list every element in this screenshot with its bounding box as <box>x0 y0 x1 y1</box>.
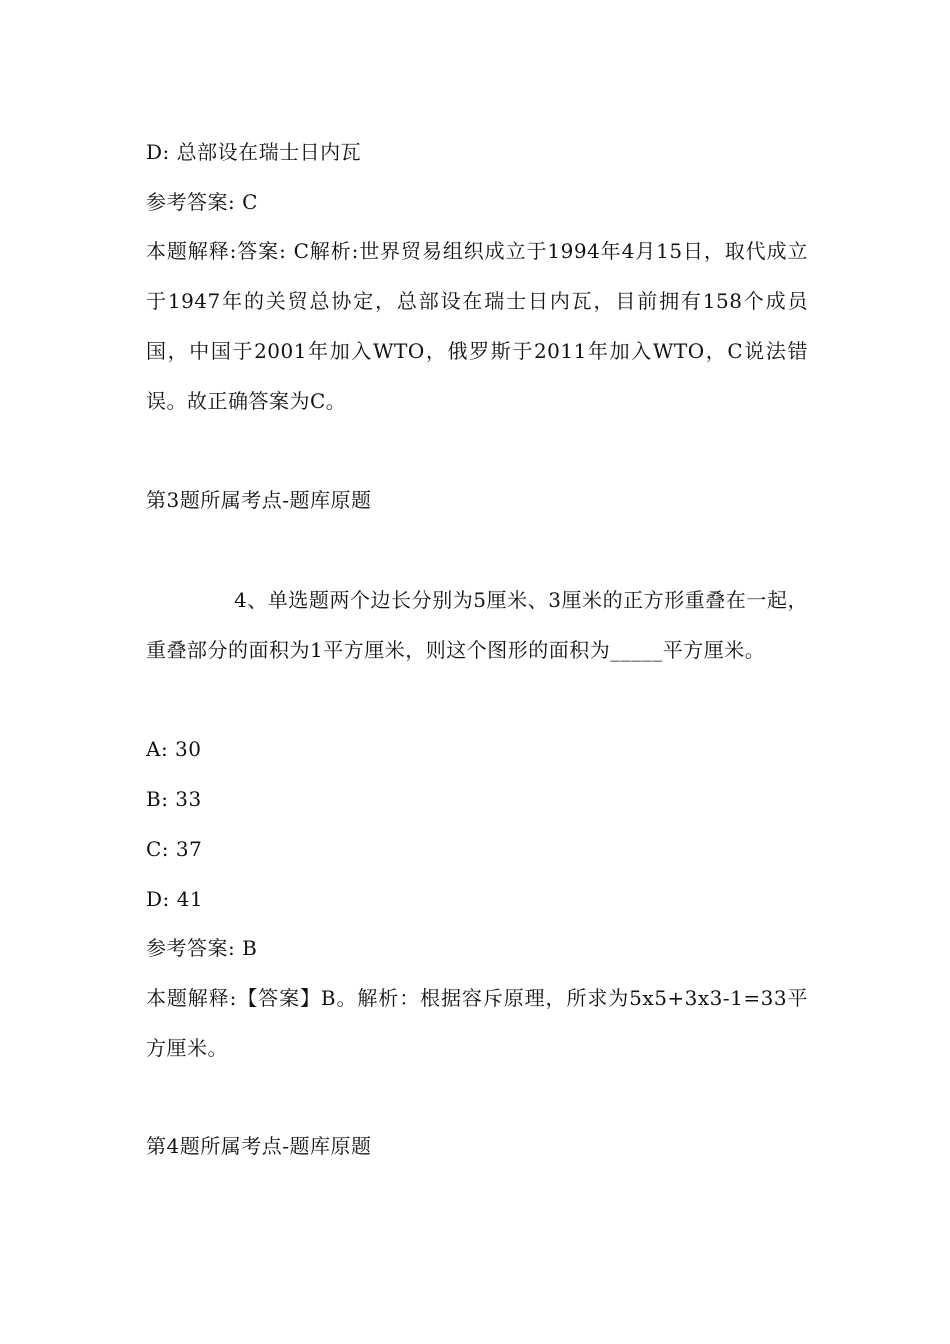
q4-option-c: C: 37 <box>146 837 203 861</box>
q4-option-d: D: 41 <box>146 887 204 911</box>
q2-explanation: 本题解释:答案: C解析:世界贸易组织成立于1994年4月15日，取代成立于1947年的关贸总协定，总部设在瑞士日内瓦，目前拥有158个成员国，中国于2001年加入WTO，俄罗斯于2011年加入WTO，C说法错误。故正确答案为C。 <box>146 239 808 413</box>
q4-stem: 4、单选题两个边长分别为5厘米、3厘米的正方形重叠在一起，重叠部分的面积为1平方厘米，则这个图形的面积为_____平方厘米。 <box>146 588 808 662</box>
q2-answer: 参考答案: C <box>146 190 258 214</box>
q4-answer: 参考答案: B <box>146 936 258 960</box>
q4-source: 第4题所属考点-题库原题 <box>146 1134 372 1158</box>
q4-option-b: B: 33 <box>146 787 202 811</box>
q2-option-d: D: 总部设在瑞士日内瓦 <box>146 140 362 164</box>
q4-explanation: 本题解释:【答案】B。解析：根据容斥原理，所求为5x5+3x3-1=33平方厘米。 <box>146 986 808 1060</box>
q4-option-a: A: 30 <box>146 737 202 761</box>
q3-source: 第3题所属考点-题库原题 <box>146 488 372 512</box>
